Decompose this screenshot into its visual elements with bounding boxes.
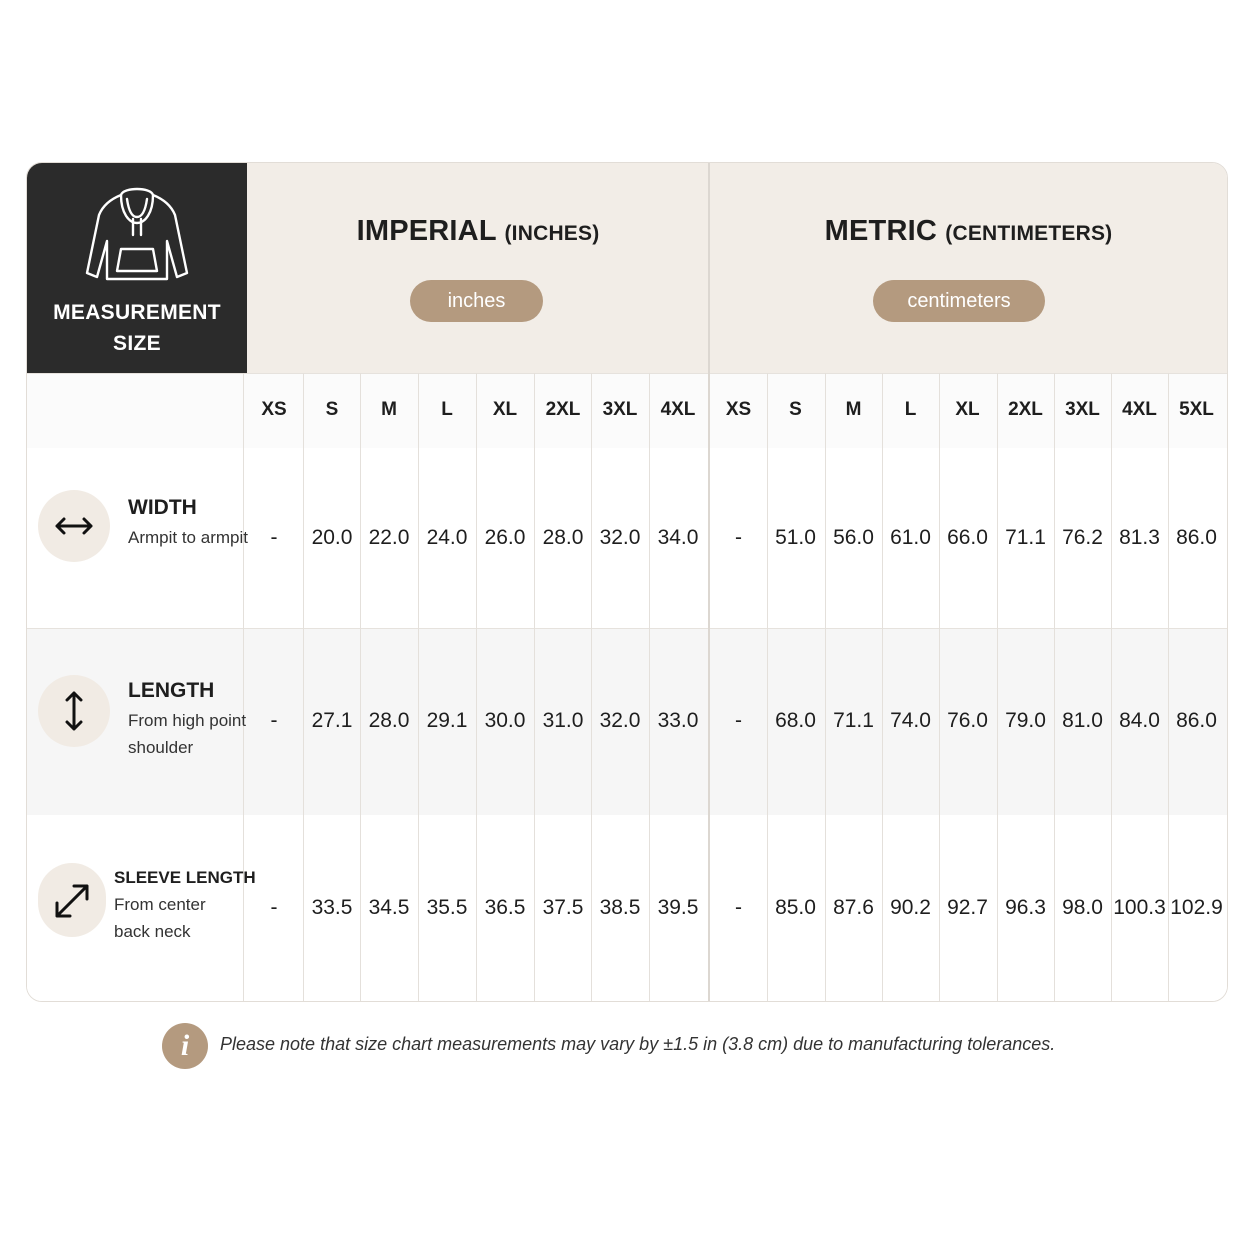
imperial-value-cell: 36.5 xyxy=(484,896,526,919)
imperial-value-cell: 27.1 xyxy=(311,709,353,732)
metric-value-cell: 87.6 xyxy=(833,896,874,919)
measurement-size-header xyxy=(27,163,247,373)
width-desc: Armpit to armpit xyxy=(128,528,248,547)
metric-value-cell: 79.0 xyxy=(1005,709,1046,732)
imperial-value-cell: 34.5 xyxy=(368,896,410,919)
imperial-value-cell: - xyxy=(270,526,278,549)
metric-value-cell: 96.3 xyxy=(1005,896,1046,919)
metric-size-header: S xyxy=(789,399,802,420)
metric-value-cell: 90.2 xyxy=(890,896,931,919)
metric-subtitle: (CENTIMETERS) xyxy=(945,222,1113,245)
imperial-value-cell: - xyxy=(270,896,278,919)
width-icon-badge xyxy=(38,490,110,562)
metric-size-header: L xyxy=(904,399,917,420)
metric-size-header: XL xyxy=(955,399,980,420)
vertical-arrow-icon xyxy=(54,691,94,731)
imperial-value-cell: 28.0 xyxy=(542,526,584,549)
metric-title xyxy=(710,215,1227,248)
metric-value-cell: - xyxy=(735,526,742,549)
metric-size-header: XS xyxy=(725,399,752,420)
imperial-value-cell: 38.5 xyxy=(599,896,641,919)
hoodie-icon xyxy=(83,183,191,283)
imperial-value-cell: 20.0 xyxy=(311,526,353,549)
metric-value-cell: 92.7 xyxy=(947,896,988,919)
metric-title-text: METRIC xyxy=(824,215,937,247)
imperial-value-cell: 24.0 xyxy=(426,526,468,549)
imperial-size-header: 3XL xyxy=(602,399,638,420)
column-divider xyxy=(243,373,244,1001)
imperial-subtitle: (INCHES) xyxy=(504,222,600,245)
imperial-value-cell: 26.0 xyxy=(484,526,526,549)
imperial-value-cell: 33.0 xyxy=(657,709,699,732)
inches-pill: inches xyxy=(410,280,543,322)
metric-value-cell: 74.0 xyxy=(890,709,931,732)
imperial-value-cell: 22.0 xyxy=(368,526,410,549)
horizontal-arrow-icon xyxy=(54,506,94,546)
imperial-title-text: IMPERIAL xyxy=(356,215,497,247)
imperial-title xyxy=(247,215,709,248)
metric-value-cell: 68.0 xyxy=(775,709,816,732)
metric-size-header: 5XL xyxy=(1179,399,1214,420)
metric-value-cell: 61.0 xyxy=(890,526,931,549)
imperial-value-cell: 32.0 xyxy=(599,526,641,549)
imperial-value-cell: 37.5 xyxy=(542,896,584,919)
sleeve-icon-badge xyxy=(38,863,106,937)
metric-value-cell: 86.0 xyxy=(1176,526,1217,549)
imperial-value-cell: 29.1 xyxy=(426,709,468,732)
metric-value-cell: 76.0 xyxy=(947,709,988,732)
metric-size-header: 3XL xyxy=(1065,399,1100,420)
length-desc: From high point shoulder xyxy=(128,711,247,757)
imperial-value-cell: 28.0 xyxy=(368,709,410,732)
tolerance-note-text: Please note that size chart measurements may vary by ±1.5 in (3.8 cm) due to manufacturing tolerances. xyxy=(220,1034,1056,1054)
metric-value-cell: 86.0 xyxy=(1176,709,1217,732)
imperial-value-cell: 39.5 xyxy=(657,896,699,919)
metric-header xyxy=(710,163,1227,373)
length-icon-badge xyxy=(38,675,110,747)
metric-size-header: 2XL xyxy=(1008,399,1043,420)
measurement-label-line2: SIZE xyxy=(113,332,161,355)
info-icon: i xyxy=(162,1023,208,1069)
imperial-header xyxy=(247,163,709,373)
imperial-size-header: 4XL xyxy=(660,399,696,420)
metric-value-cell: 81.3 xyxy=(1119,526,1160,549)
imperial-value-cell: 33.5 xyxy=(311,896,353,919)
imperial-size-header: XL xyxy=(492,399,518,420)
imperial-size-header: M xyxy=(381,399,397,420)
imperial-value-cell: 34.0 xyxy=(657,526,699,549)
metric-value-cell: 102.9 xyxy=(1170,896,1223,919)
metric-value-cell: 71.1 xyxy=(833,709,874,732)
metric-value-cell: 100.3 xyxy=(1113,896,1166,919)
metric-value-cell: 85.0 xyxy=(775,896,816,919)
metric-value-cell: 66.0 xyxy=(947,526,988,549)
imperial-size-header: XS xyxy=(261,399,287,420)
measurement-label-line1: MEASUREMENT xyxy=(53,301,221,324)
centimeters-pill: centimeters xyxy=(873,280,1045,322)
metric-value-cell: - xyxy=(735,709,742,732)
imperial-size-header: L xyxy=(441,399,453,420)
length-name: LENGTH xyxy=(128,679,215,702)
imperial-value-cell: 31.0 xyxy=(542,709,584,732)
tolerance-note xyxy=(162,1022,1152,1070)
metric-value-cell: 56.0 xyxy=(833,526,874,549)
imperial-value-cell: 35.5 xyxy=(426,896,468,919)
imperial-value-cell: 32.0 xyxy=(599,709,641,732)
imperial-size-header: S xyxy=(325,399,339,420)
metric-value-cell: 76.2 xyxy=(1062,526,1103,549)
metric-value-cell: 81.0 xyxy=(1062,709,1103,732)
metric-size-header: M xyxy=(845,399,862,420)
metric-size-header: 4XL xyxy=(1122,399,1157,420)
imperial-value-cell: - xyxy=(270,709,278,732)
sleeve-length-desc: From center back neck xyxy=(114,895,206,941)
imperial-value-cell: 30.0 xyxy=(484,709,526,732)
measurement-size-label xyxy=(27,297,247,359)
metric-value-cell: 84.0 xyxy=(1119,709,1160,732)
metric-value-cell: 51.0 xyxy=(775,526,816,549)
sleeve-length-name: SLEEVE LENGTH xyxy=(114,868,256,887)
metric-value-cell: 71.1 xyxy=(1005,526,1046,549)
width-name: WIDTH xyxy=(128,496,197,519)
imperial-size-header: 2XL xyxy=(545,399,581,420)
metric-value-cell: 98.0 xyxy=(1062,896,1103,919)
metric-value-cell: - xyxy=(735,896,742,919)
size-chart-table xyxy=(26,162,1228,1002)
diagonal-arrow-icon xyxy=(52,881,92,921)
